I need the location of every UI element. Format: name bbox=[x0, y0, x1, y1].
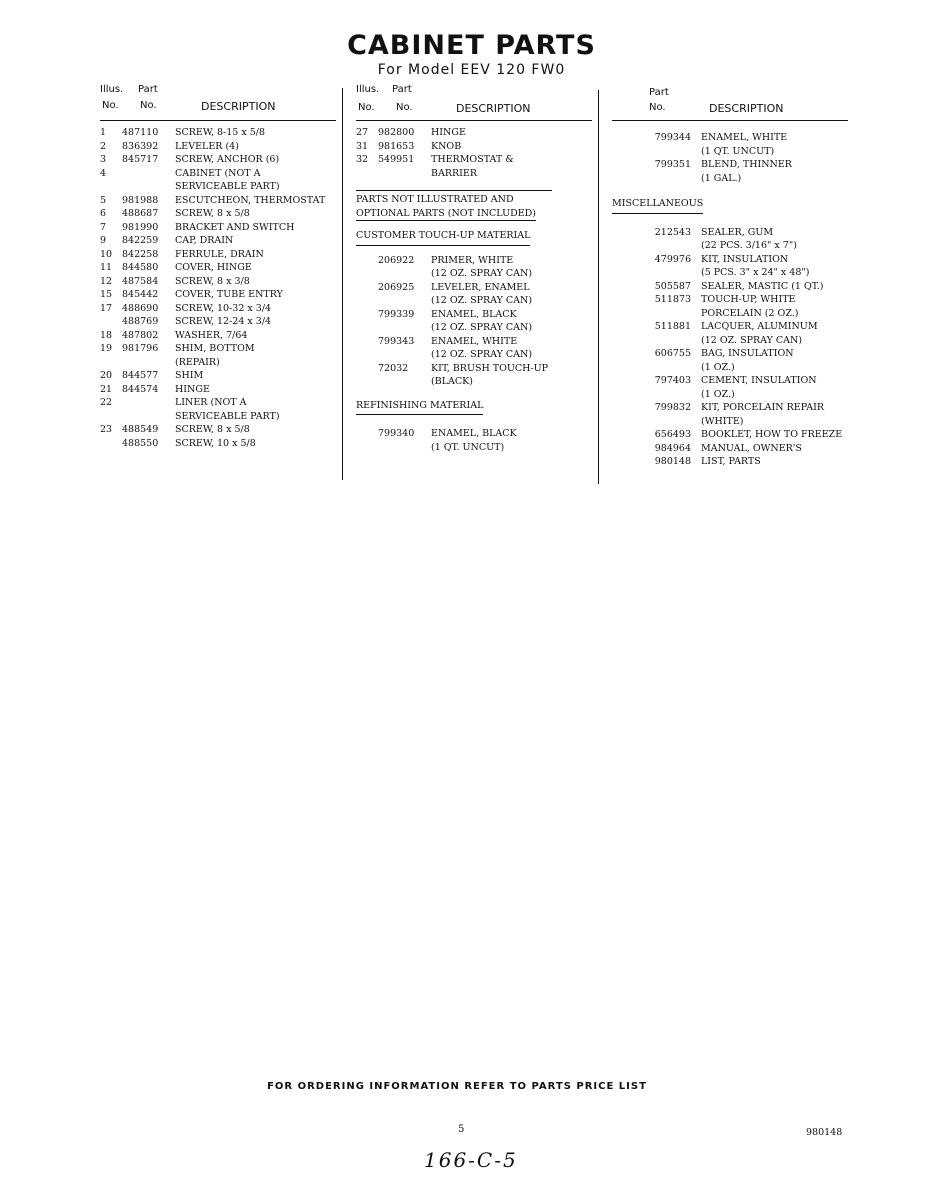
spacer bbox=[612, 280, 634, 294]
part-description: KIT, PORCELAIN REPAIR (WHITE) bbox=[701, 402, 824, 427]
parts-row bbox=[100, 140, 336, 154]
part-number: 488687 bbox=[122, 208, 159, 219]
part-description: BAG, INSULATION (1 OZ.) bbox=[701, 348, 794, 373]
part-number: 488549 bbox=[122, 424, 159, 435]
touchup-list bbox=[356, 254, 592, 389]
description-header: DESCRIPTION bbox=[709, 102, 784, 115]
illus-number: 18 bbox=[100, 329, 113, 341]
parts-row bbox=[612, 401, 848, 428]
part-description: HINGE bbox=[175, 383, 210, 395]
parts-row bbox=[356, 153, 592, 180]
description-header: DESCRIPTION bbox=[456, 102, 531, 115]
spacer bbox=[612, 158, 634, 185]
part-description: LEVELER, ENAMEL (12 OZ. SPRAY CAN) bbox=[431, 281, 533, 306]
illus-number: 1 bbox=[100, 127, 107, 138]
parts-row bbox=[612, 428, 848, 442]
illus-number: 27 bbox=[356, 127, 369, 138]
part-description: CABINET (NOT A SERVICEABLE PART) bbox=[175, 167, 280, 192]
part-number: 844577 bbox=[122, 370, 159, 381]
touchup-heading: CUSTOMER TOUCH-UP MATERIAL bbox=[356, 229, 530, 246]
illus-number: 7 bbox=[100, 221, 107, 233]
part-description: ENAMEL, BLACK (1 QT. UNCUT) bbox=[431, 428, 517, 453]
part-description: SCREW, 10-32 x 3/4 bbox=[175, 302, 272, 314]
spacer bbox=[612, 293, 634, 320]
illus-number: 19 bbox=[100, 343, 113, 354]
refinishing-heading: REFINISHING MATERIAL bbox=[356, 399, 483, 416]
illus-number bbox=[356, 362, 378, 389]
spacer bbox=[612, 374, 634, 401]
parts-row bbox=[612, 374, 848, 401]
spacer bbox=[612, 455, 634, 469]
part-number: 799340 bbox=[378, 428, 415, 439]
miscellaneous-heading: MISCELLANEOUS bbox=[612, 197, 703, 214]
illus-no-header: No. bbox=[102, 100, 119, 111]
part-no-header: No. bbox=[649, 102, 666, 113]
column-divider-1 bbox=[342, 88, 343, 480]
part-no-header: No. bbox=[396, 102, 413, 113]
part-number: 845442 bbox=[122, 289, 159, 300]
part-number bbox=[122, 396, 175, 423]
spacer bbox=[612, 442, 634, 456]
part-number: 206922 bbox=[378, 254, 415, 266]
illus-number bbox=[100, 315, 122, 329]
part-number: 981990 bbox=[122, 221, 159, 233]
part-number: 488550 bbox=[122, 437, 159, 449]
parts-row bbox=[356, 362, 592, 389]
part-description: COVER, HINGE bbox=[175, 262, 252, 273]
part-number: 842259 bbox=[122, 235, 159, 246]
column-header bbox=[356, 82, 592, 121]
illus-header: Illus. bbox=[356, 84, 380, 95]
parts-row bbox=[356, 427, 592, 454]
part-description: CEMENT, INSULATION (1 OZ.) bbox=[701, 375, 817, 400]
part-description: SCREW, 8 x 5/8 bbox=[175, 208, 250, 219]
part-description: SCREW, 10 x 5/8 bbox=[175, 437, 256, 449]
part-number: 799339 bbox=[378, 308, 415, 320]
part-no-header: No. bbox=[140, 100, 157, 111]
part-number: 487110 bbox=[122, 127, 159, 138]
illus-number: 21 bbox=[100, 383, 113, 395]
part-number: 505587 bbox=[654, 280, 691, 292]
part-description: LINER (NOT A SERVICEABLE PART) bbox=[175, 397, 280, 422]
parts-row bbox=[100, 261, 336, 275]
illus-number: 2 bbox=[100, 140, 107, 152]
part-description: CAP, DRAIN bbox=[175, 235, 234, 246]
parts-row bbox=[356, 126, 592, 140]
parts-row bbox=[356, 140, 592, 154]
part-description: SCREW, 8-15 x 5/8 bbox=[175, 127, 266, 138]
parts-row bbox=[100, 248, 336, 262]
spacer bbox=[612, 320, 634, 347]
illus-number: 12 bbox=[100, 275, 113, 287]
parts-row bbox=[100, 396, 336, 423]
column-divider-2 bbox=[598, 90, 599, 484]
illus-no-header: No. bbox=[358, 102, 375, 113]
parts-row bbox=[100, 221, 336, 235]
column-header bbox=[612, 82, 848, 121]
parts-row bbox=[356, 281, 592, 308]
part-number: 488690 bbox=[122, 302, 159, 314]
part-number: 842258 bbox=[122, 248, 159, 260]
illus-number: 4 bbox=[100, 167, 107, 179]
illus-number bbox=[356, 281, 378, 308]
illus-number: 6 bbox=[100, 208, 107, 219]
part-number: 206925 bbox=[378, 281, 415, 293]
parts-row bbox=[100, 194, 336, 208]
parts-row bbox=[612, 320, 848, 347]
parts-row bbox=[100, 288, 336, 302]
part-description: FERRULE, DRAIN bbox=[175, 248, 264, 260]
handwritten-note: 166-C-5 bbox=[424, 1148, 518, 1172]
miscellaneous-list bbox=[612, 226, 848, 469]
illus-number: 31 bbox=[356, 140, 369, 152]
illus-number bbox=[356, 254, 378, 281]
part-description: PRIMER, WHITE (12 OZ. SPRAY CAN) bbox=[431, 254, 533, 279]
part-description: LIST, PARTS bbox=[701, 456, 761, 467]
parts-row bbox=[100, 275, 336, 289]
part-header: Part bbox=[138, 84, 158, 95]
part-description: HINGE bbox=[431, 127, 466, 138]
parts-row bbox=[100, 167, 336, 194]
parts-row bbox=[612, 347, 848, 374]
part-description: TOUCH-UP, WHITE PORCELAIN (2 OZ.) bbox=[701, 294, 799, 319]
part-number: 984964 bbox=[654, 442, 691, 454]
illus-header: Illus. bbox=[100, 84, 124, 95]
part-description: ENAMEL, WHITE (1 QT. UNCUT) bbox=[701, 132, 788, 157]
part-number: 799344 bbox=[654, 132, 691, 143]
part-description: ENAMEL, BLACK (12 OZ. SPRAY CAN) bbox=[431, 308, 533, 333]
illus-number: 23 bbox=[100, 424, 113, 435]
part-description: KIT, INSULATION (5 PCS. 3" x 24" x 48") bbox=[701, 253, 810, 278]
part-number: 797403 bbox=[654, 375, 691, 386]
illus-number: 5 bbox=[100, 194, 107, 206]
part-description: KNOB bbox=[431, 140, 462, 152]
part-description: SHIM bbox=[175, 370, 204, 381]
part-number bbox=[122, 167, 175, 194]
parts-row bbox=[356, 335, 592, 362]
part-number: 549951 bbox=[378, 154, 415, 165]
spacer bbox=[612, 226, 634, 253]
parts-row bbox=[612, 226, 848, 253]
part-number: 72032 bbox=[378, 362, 409, 374]
parts-list bbox=[612, 131, 848, 185]
part-number: 487802 bbox=[122, 329, 159, 341]
parts-column-1 bbox=[100, 82, 336, 450]
part-number: 836392 bbox=[122, 140, 159, 152]
part-description: SEALER, MASTIC (1 QT.) bbox=[701, 280, 824, 292]
part-number: 982800 bbox=[378, 127, 415, 138]
illus-number: 20 bbox=[100, 370, 113, 381]
parts-row bbox=[612, 131, 848, 158]
part-number: 511881 bbox=[654, 321, 691, 332]
part-number: 844580 bbox=[122, 262, 159, 273]
part-description: BOOKLET, HOW TO FREEZE bbox=[701, 429, 843, 440]
part-number: 656493 bbox=[654, 429, 691, 440]
ordering-info-footer: FOR ORDERING INFORMATION REFER TO PARTS PRICE LIST bbox=[267, 1081, 647, 1092]
part-number: 799832 bbox=[654, 402, 691, 413]
illus-number bbox=[100, 437, 122, 451]
part-description: THERMOSTAT & BARRIER bbox=[431, 154, 514, 179]
parts-row bbox=[100, 437, 336, 451]
parts-row bbox=[612, 455, 848, 469]
parts-column-2 bbox=[356, 82, 592, 454]
illus-number: 22 bbox=[100, 397, 113, 408]
part-number: 487584 bbox=[122, 275, 159, 287]
illus-number: 3 bbox=[100, 154, 107, 165]
parts-row bbox=[100, 369, 336, 383]
parts-row bbox=[100, 423, 336, 437]
spacer bbox=[612, 401, 634, 428]
parts-row bbox=[100, 234, 336, 248]
illus-number bbox=[356, 335, 378, 362]
illus-number: 10 bbox=[100, 248, 113, 260]
illus-number bbox=[356, 427, 378, 454]
parts-row bbox=[612, 442, 848, 456]
parts-row bbox=[100, 315, 336, 329]
parts-row bbox=[100, 126, 336, 140]
illus-number: 15 bbox=[100, 289, 113, 300]
illus-number: 17 bbox=[100, 302, 113, 314]
part-description: LEVELER (4) bbox=[175, 140, 239, 152]
part-description: SEALER, GUM (22 PCS. 3/16" x 7") bbox=[701, 226, 797, 251]
refinishing-list bbox=[356, 427, 592, 454]
part-description: SCREW, 8 x 5/8 bbox=[175, 424, 250, 435]
part-number: 981796 bbox=[122, 343, 159, 354]
parts-row bbox=[100, 207, 336, 221]
part-number: 212543 bbox=[654, 226, 691, 238]
parts-row bbox=[612, 158, 848, 185]
part-description: SCREW, 8 x 3/8 bbox=[175, 275, 250, 287]
part-description: BRACKET AND SWITCH bbox=[175, 221, 295, 233]
spacer bbox=[612, 347, 634, 374]
parts-row bbox=[612, 293, 848, 320]
parts-row bbox=[100, 302, 336, 316]
part-header: Part bbox=[649, 87, 669, 98]
part-number: 799343 bbox=[378, 335, 415, 347]
parts-list bbox=[100, 126, 336, 450]
part-number: 980148 bbox=[654, 456, 691, 467]
part-description: SCREW, ANCHOR (6) bbox=[175, 154, 280, 165]
parts-row bbox=[612, 253, 848, 280]
part-number: 845717 bbox=[122, 154, 159, 165]
parts-row bbox=[100, 153, 336, 167]
parts-row bbox=[100, 329, 336, 343]
illus-number: 9 bbox=[100, 235, 107, 246]
part-number: 981988 bbox=[122, 194, 159, 206]
part-description: MANUAL, OWNER'S bbox=[701, 442, 802, 454]
part-description: ENAMEL, WHITE (12 OZ. SPRAY CAN) bbox=[431, 335, 533, 360]
part-number: 844574 bbox=[122, 383, 159, 395]
parts-row bbox=[612, 280, 848, 294]
part-number: 606755 bbox=[654, 348, 691, 359]
parts-column-3 bbox=[612, 82, 848, 469]
part-description: ESCUTCHEON, THERMOSTAT bbox=[175, 194, 326, 206]
parts-list bbox=[356, 126, 592, 180]
parts-row bbox=[100, 342, 336, 369]
optional-parts-note: PARTS NOT ILLUSTRATED AND OPTIONAL PARTS (NOT INCLUDED) bbox=[356, 193, 536, 221]
parts-row bbox=[100, 383, 336, 397]
page-subtitle: For Model EEV 120 FW0 bbox=[377, 62, 566, 78]
part-number: 488769 bbox=[122, 316, 159, 327]
part-description: SCREW, 12-24 x 3/4 bbox=[175, 316, 272, 327]
part-description: BLEND, THINNER (1 GAL.) bbox=[701, 159, 792, 184]
part-description: KIT, BRUSH TOUCH-UP (BLACK) bbox=[431, 362, 549, 387]
spacer bbox=[612, 131, 634, 158]
description-header: DESCRIPTION bbox=[201, 100, 276, 113]
part-header: Part bbox=[392, 84, 412, 95]
page-title: CABINET PARTS bbox=[347, 30, 596, 61]
part-description: COVER, TUBE ENTRY bbox=[175, 289, 283, 300]
page-number: 5 bbox=[458, 1124, 465, 1135]
part-description: SHIM, BOTTOM (REPAIR) bbox=[175, 343, 255, 368]
column-header bbox=[100, 82, 336, 121]
illus-number: 32 bbox=[356, 154, 369, 165]
parts-row bbox=[356, 308, 592, 335]
part-number: 799351 bbox=[654, 159, 691, 170]
part-number: 479976 bbox=[654, 253, 691, 265]
spacer bbox=[612, 428, 634, 442]
part-description: WASHER, 7/64 bbox=[175, 329, 248, 341]
part-number: 981653 bbox=[378, 140, 415, 152]
parts-row bbox=[356, 254, 592, 281]
part-number: 511873 bbox=[654, 294, 691, 305]
illus-number: 11 bbox=[100, 262, 113, 273]
illus-number bbox=[356, 308, 378, 335]
document-number: 980148 bbox=[806, 1127, 843, 1138]
part-description: LACQUER, ALUMINUM (12 OZ. SPRAY CAN) bbox=[701, 321, 818, 346]
spacer bbox=[612, 253, 634, 280]
